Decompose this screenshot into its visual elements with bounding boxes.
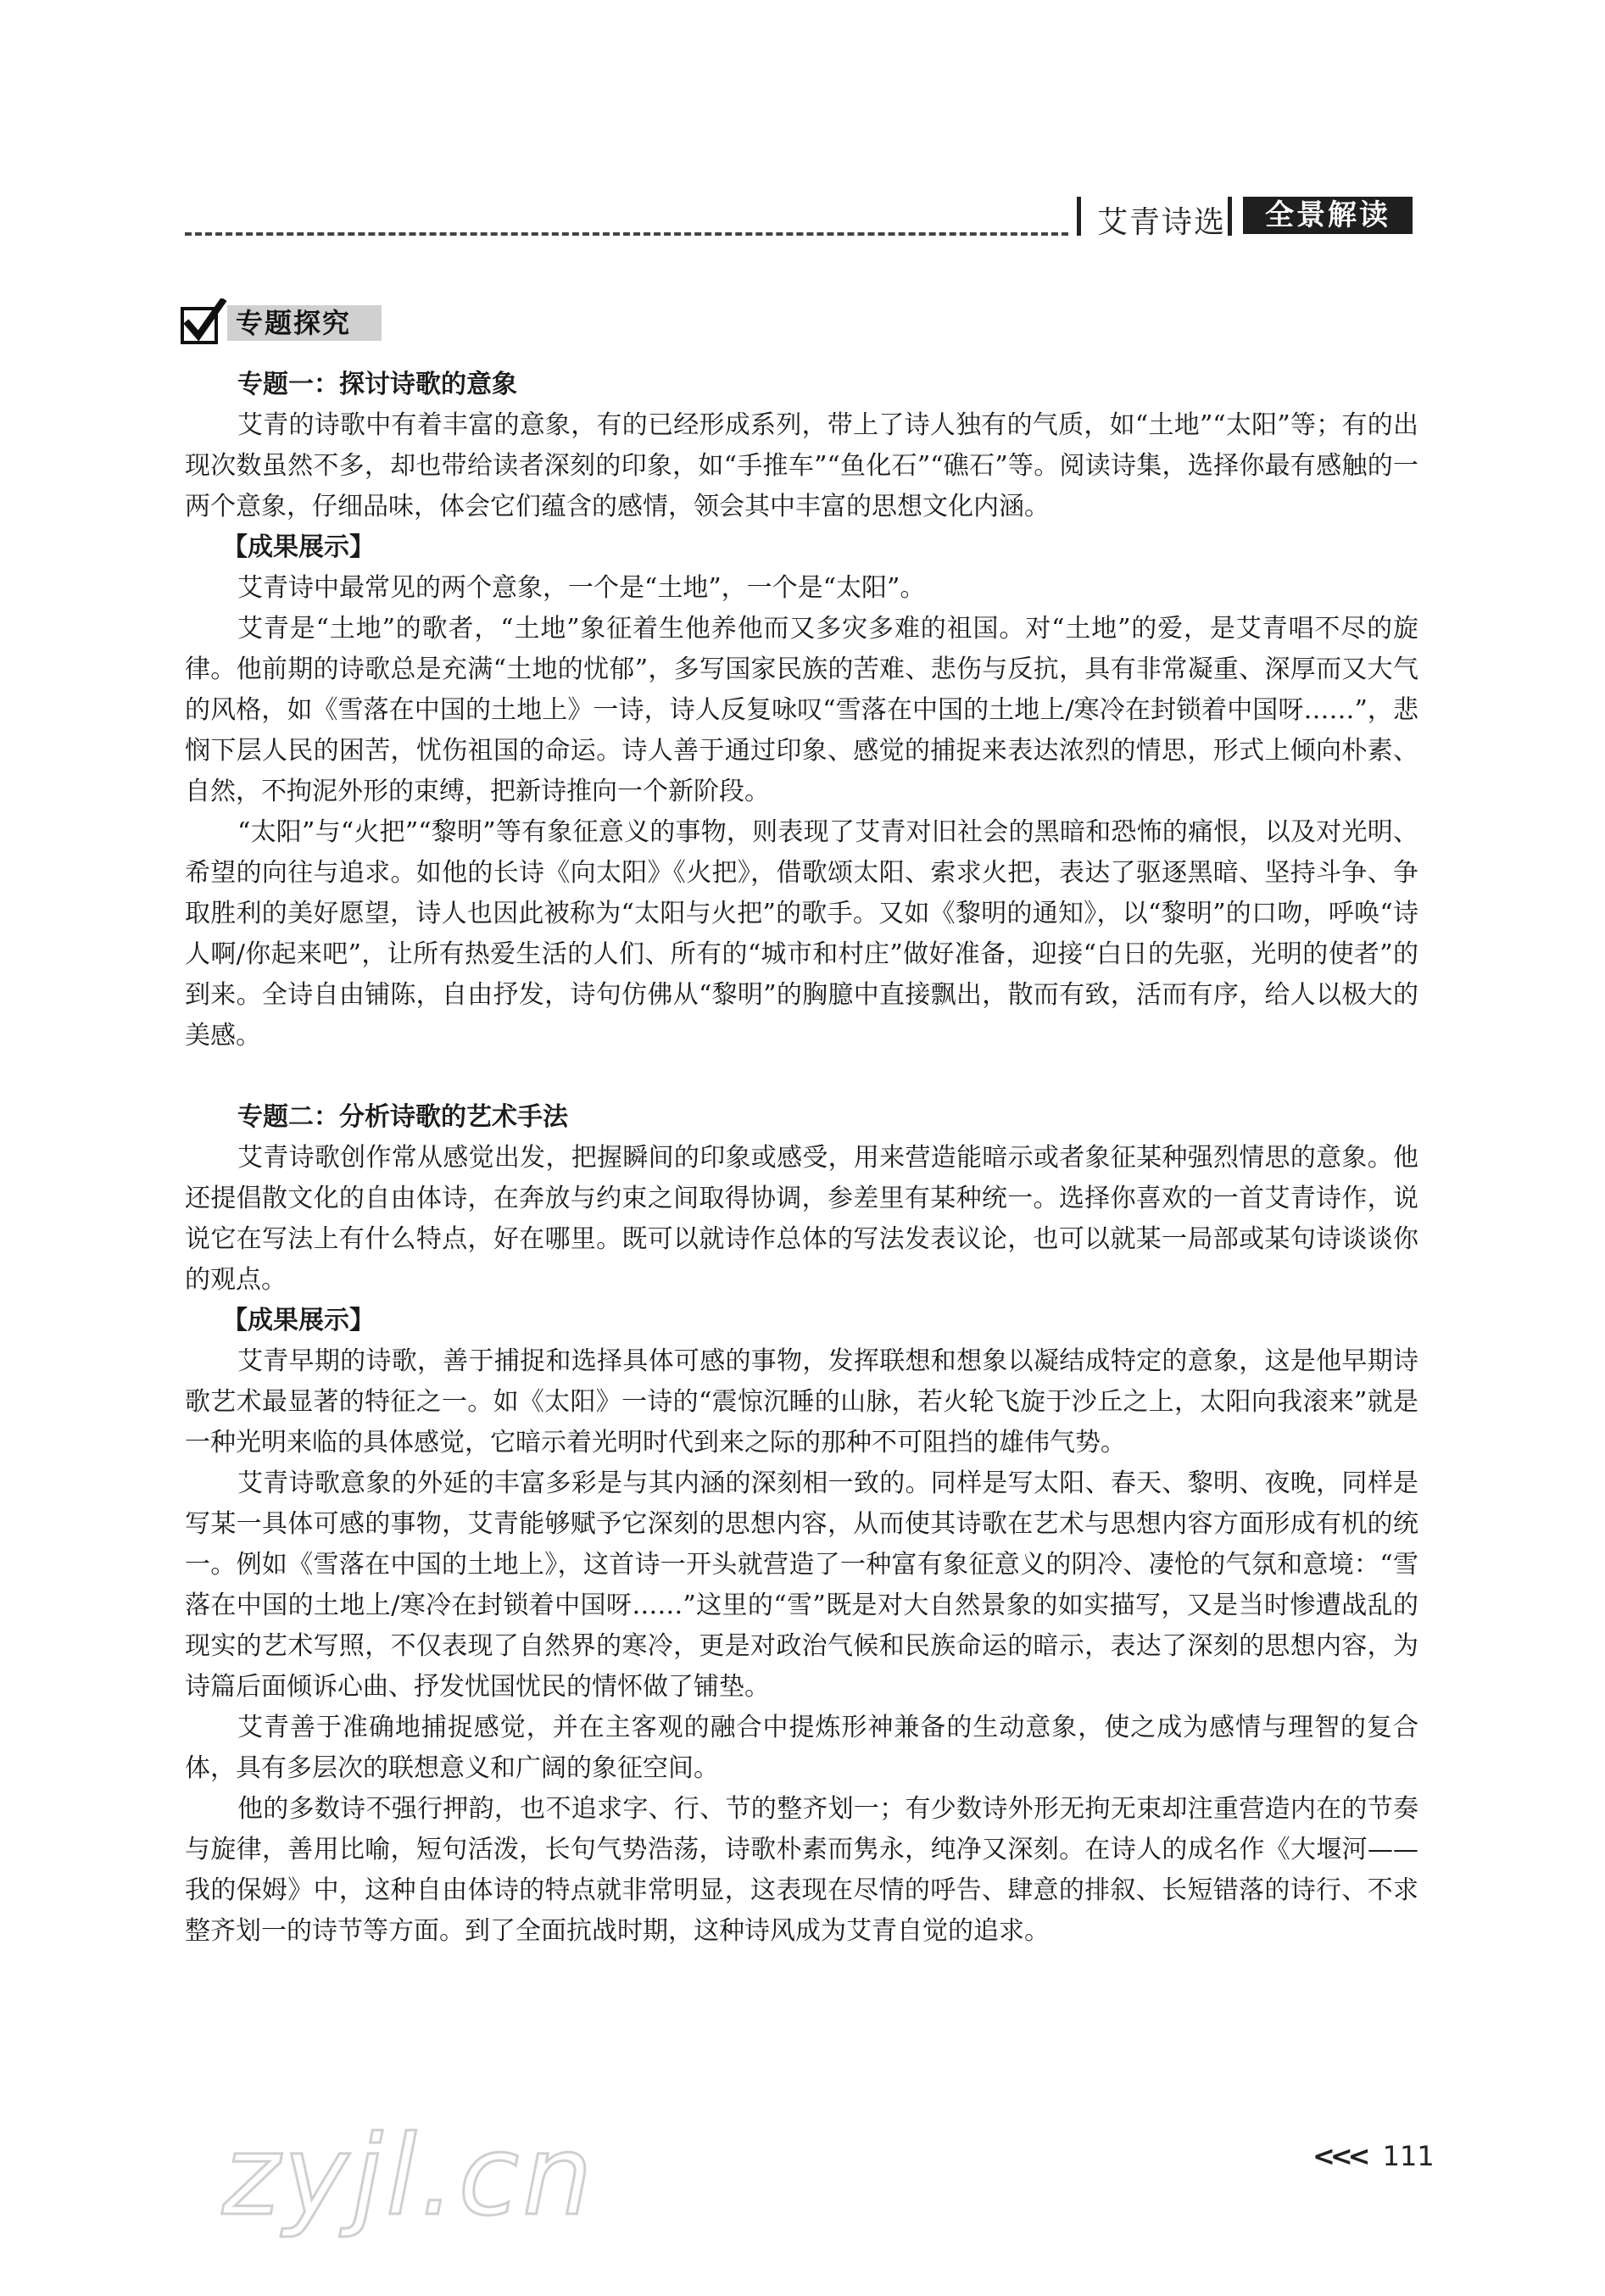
- header-divider: [1228, 197, 1232, 236]
- section-heading: [180, 298, 376, 346]
- topic-intro: 艾青的诗歌中有着丰富的意象，有的已经形成系列，带上了诗人独有的气质，如“土地”“太阳”等；有的出现次数虽然不多，却也带给读者深刻的印象，如“手推车”“鱼化石”“礁石”等。阅读诗集，选择你最有感触的一两个意象，仔细品味，体会它们蕴含的感情，领会其中丰富的思想文化内涵。: [185, 410, 1418, 521]
- paragraph: “太阳”与“火把”“黎明”等有象征意义的事物，则表现了艾青对旧社会的黑暗和恐怖的痛恨，以及对光明、希望的向往与追求。如他的长诗《向太阳》《火把》，借歌颂太阳、索求火把，表达了驱逐黑暗、坚持斗争、争取胜利的美好愿望，诗人也因此被称为“太阳与火把”的歌手。又如《黎明的通知》，以“黎明”的口吻，呼唤“诗人啊/你起来吧”，让所有热爱生活的人们、所有的“城市和村庄”做好准备，迎接“白日的先驱，光明的使者”的到来。全诗自由铺陈，自由抒发，诗句仿佛从“黎明”的胸臆中直接飘出，散而有致，活而有序，给人以极大的美感。: [185, 817, 1418, 1050]
- paragraph: 他的多数诗不强行押韵，也不追求字、行、节的整齐划一；有少数诗外形无拘无束却注重营造内在的节奏与旋律，善用比喻，短句活泼，长句气势浩荡，诗歌朴素而隽永，纯净又深刻。在诗人的成名作《大堰河——我的保姆》中，这种自由体诗的特点就非常明显，这表现在尽情的呼告、肆意的排叙、长短错落的诗行、不求整齐划一的诗节等方面。到了全面抗战时期，这种诗风成为艾青自觉的追求。: [185, 1794, 1418, 1946]
- series-label: 全景解读: [1243, 197, 1413, 234]
- header-divider: [1077, 197, 1081, 236]
- page-arrows-icon: <<<: [1312, 2140, 1366, 2172]
- topic-title: 专题一：探讨诗歌的意象: [237, 370, 517, 399]
- section-title: 专题探究: [227, 305, 382, 341]
- topic-intro: 艾青诗歌创作常从感觉出发，把握瞬间的印象或感受，用来营造能暗示或者象征某种强烈情思的意象。他还提倡散文化的自由体诗，在奔放与约束之间取得协调，参差里有某种统一。选择你喜欢的一首艾青诗作，说说它在写法上有什么特点，好在哪里。既可以就诗作总体的写法发表议论，也可以就某一局部或某句诗谈谈你的观点。: [185, 1143, 1418, 1295]
- header-dashed-rule: [185, 232, 1068, 236]
- page-header: [185, 197, 1418, 248]
- checkmark-icon: [180, 298, 227, 346]
- paragraph: 艾青是“土地”的歌者，“土地”象征着生他养他而又多灾多难的祖国。对“土地”的爱，是艾青唱不尽的旋律。他前期的诗歌总是充满“土地的忧郁”，多写国家民族的苦难、悲伤与反抗，具有非常凝重、深厚而又大气的风格，如《雪落在中国的土地上》一诗，诗人反复咏叹“雪落在中国的土地上/寒冷在封锁着中国呀……”，悲悯下层人民的困苦，忧伤祖国的命运。诗人善于通过印象、感觉的捕捉来表达浓烈的情思，形式上倾向朴素、自然，不拘泥外形的束缚，把新诗推向一个新阶段。: [185, 614, 1418, 806]
- paragraph: 艾青诗歌意象的外延的丰富多彩是与其内涵的深刻相一致的。同样是写太阳、春天、黎明、夜晚，同样是写某一具体可感的事物，艾青能够赋予它深刻的思想内容，从而使其诗歌在艺术与思想内容方面形成有机的统一。例如《雪落在中国的土地上》，这首诗一开头就营造了一种富有象征意义的阴冷、凄怆的气氛和意境：“雪落在中国的土地上/寒冷在封锁着中国呀……”这里的“雪”既是对大自然景象的如实描写，又是当时惨遭战乱的现实的艺术写照，不仅表现了自然界的寒冷，更是对政治气候和民族命运的暗示，表达了深刻的思想内容，为诗篇后面倾诉心曲、抒发忧国忧民的情怀做了铺垫。: [185, 1468, 1418, 1702]
- watermark: zyjl.cn: [222, 2111, 596, 2240]
- paragraph: 艾青诗中最常见的两个意象，一个是“土地”，一个是“太阳”。: [237, 573, 926, 603]
- result-label: 【成果展示】: [222, 532, 375, 562]
- main-content: [185, 365, 1418, 1952]
- paragraph: 艾青善于准确地捕捉感觉，并在主客观的融合中提炼形神兼备的生动意象，使之成为感情与理智的复合体，具有多层次的联想意义和广阔的象征空间。: [185, 1713, 1418, 1783]
- topic-title: 专题二：分析诗歌的艺术手法: [237, 1102, 568, 1132]
- paragraph: 艾青早期的诗歌，善于捕捉和选择具体可感的事物，发挥联想和想象以凝结成特定的意象，这是他早期诗歌艺术最显著的特征之一。如《太阳》一诗的“震惊沉睡的山脉，若火轮飞旋于沙丘之上，太阳向我滚来”就是一种光明来临的具体感觉，它暗示着光明时代到来之际的那种不可阻挡的雄伟气势。: [185, 1346, 1418, 1457]
- result-label: 【成果展示】: [222, 1306, 375, 1335]
- page-number: 111: [1382, 2140, 1435, 2172]
- spacer: [185, 1056, 1418, 1097]
- book-title: 艾青诗选: [1097, 205, 1227, 240]
- page-footer: [1312, 2140, 1435, 2172]
